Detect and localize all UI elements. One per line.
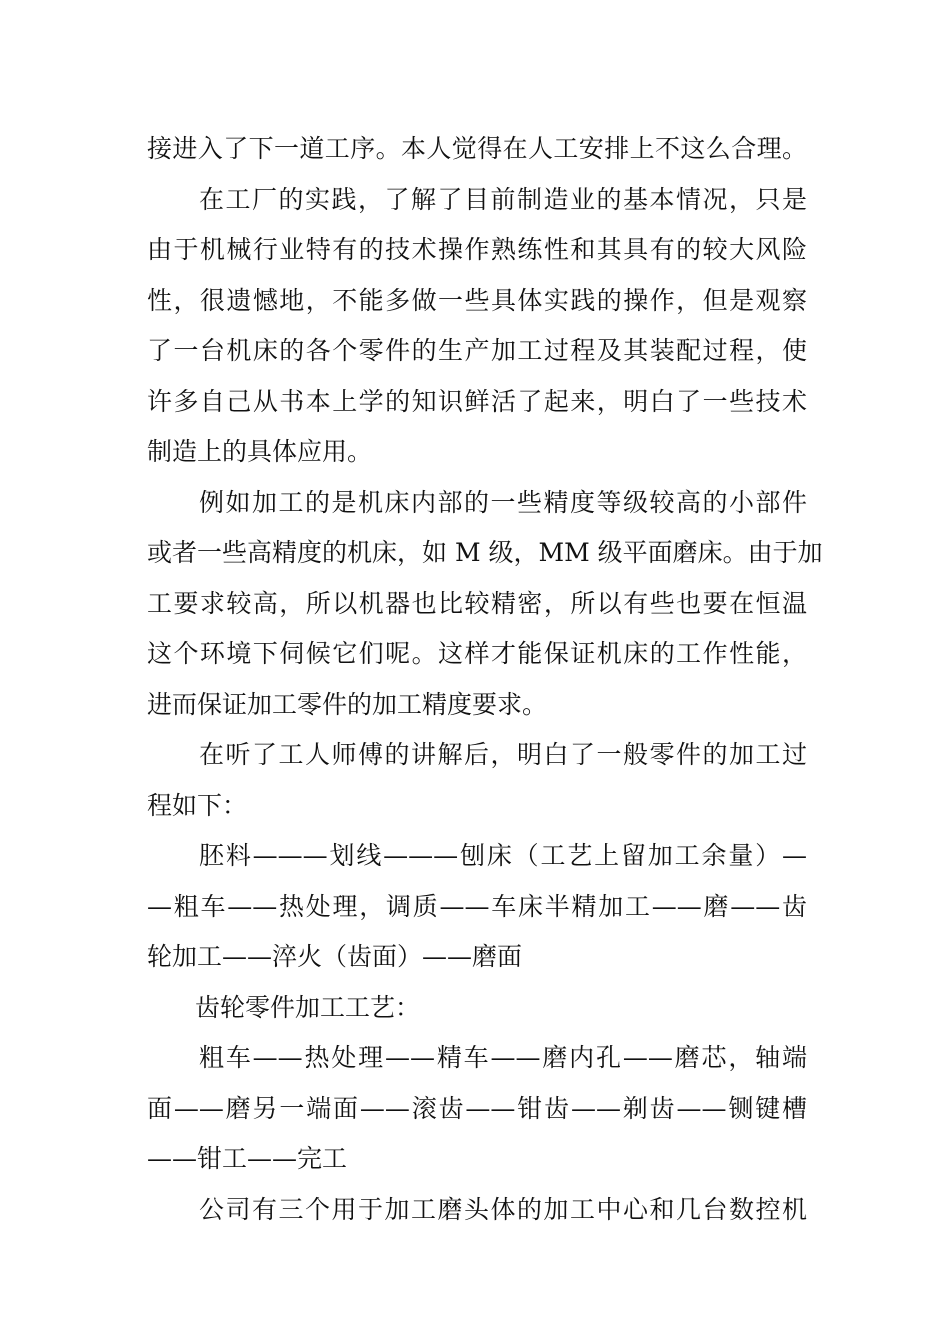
process-line: 面——磨另一端面——滚齿——钳齿——剃齿——铡键槽 <box>147 1093 807 1123</box>
process-line: ——钳工——完工 <box>147 1144 348 1173</box>
text-line: 性，很遗憾地，不能多做一些具体实践的操作，但是观察 <box>147 285 807 315</box>
paragraph-start-line: 在听了工人师傅的讲解后，明白了一般零件的加工过 <box>199 740 807 769</box>
text-line: 许多自己从书本上学的知识鲜活了起来，明白了一些技术 <box>147 386 807 416</box>
text-line: 或者一些高精度的机床，如 M 级，MM 级平面磨床。由于加 <box>147 538 823 567</box>
text-line: 接进入了下一道工序。本人觉得在人工安排上不这么合理。 <box>147 134 807 163</box>
document-body <box>147 124 823 1235</box>
paragraph-start-line: 公司有三个用于加工磨头体的加工中心和几台数控机 <box>199 1194 807 1224</box>
process-line: —粗车——热处理，调质——车床半精加工——磨——齿 <box>147 891 807 921</box>
paragraph-end-line: 进而保证加工零件的加工精度要求。 <box>147 689 548 719</box>
paragraph-start-line: 例如加工的是机床内部的一些精度等级较高的小部件 <box>199 487 807 517</box>
process-line: 粗车——热处理——精车——磨内孔——磨芯，轴端 <box>199 1043 807 1072</box>
text-line: 工要求较高，所以机器也比较精密，所以有些也要在恒温 <box>147 588 807 618</box>
paragraph-end-line: 程如下： <box>147 790 248 820</box>
text-line: 这个环境下伺候它们呢。这样才能保证机床的工作性能， <box>147 639 807 668</box>
process-line: 胚料———划线———刨床（工艺上留加工余量）— <box>199 841 807 870</box>
paragraph-start-line: 在工厂的实践，了解了目前制造业的基本情况，只是 <box>199 184 807 214</box>
process-line: 轮加工——淬火（齿面）——磨面 <box>147 942 523 971</box>
section-heading: 齿轮零件加工工艺： <box>195 992 421 1022</box>
text-line: 由于机械行业特有的技术操作熟练性和其具有的较大风险 <box>147 235 807 264</box>
text-line: 了一台机床的各个零件的生产加工过程及其装配过程，使 <box>147 336 807 365</box>
paragraph-end-line: 制造上的具体应用。 <box>147 437 373 466</box>
